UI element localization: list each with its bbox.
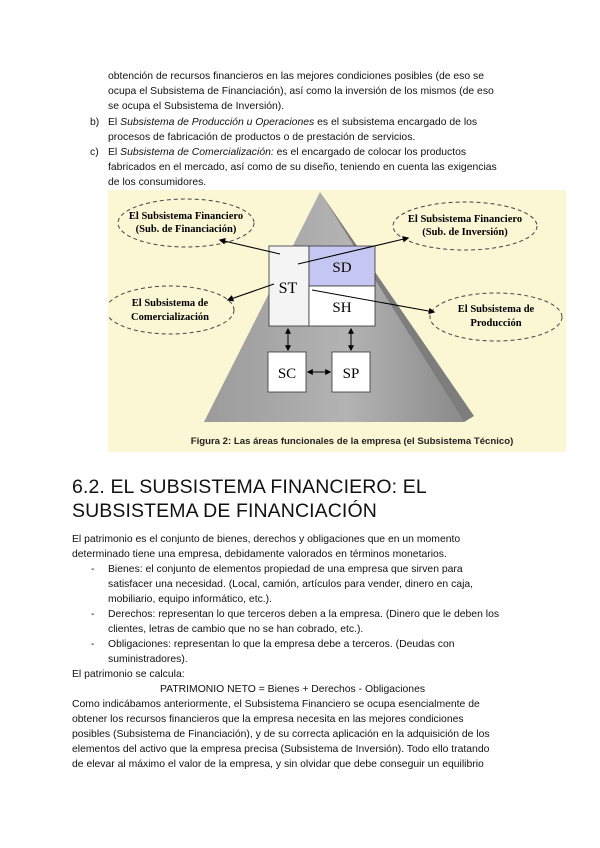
ellipse-comercializacion-line2: Comercialización	[131, 312, 209, 323]
ellipse-comercializacion-line1: El Subsistema de	[131, 298, 209, 309]
ellipse-produccion	[430, 293, 562, 341]
text-line: se ocupa el Subsistema de Inversión).	[108, 101, 285, 112]
list-marker: c)	[90, 147, 99, 158]
ellipse-financiero-line1: El Subsistema Financiero	[128, 211, 244, 222]
list-item-term: Subsistema de Comercialización:	[120, 147, 274, 158]
text-line: clientes, letras de cambio que no se han cobrado, etc.).	[108, 624, 364, 635]
ellipse-inversion-line1: El Subsistema Financiero	[407, 214, 523, 225]
list-item-term: Subsistema de Producción u Operaciones	[120, 117, 315, 128]
box-sd-label: SD	[332, 260, 352, 276]
text-line: obtener los recursos financieros que la empresa necesita en las mejores condiciones	[72, 714, 464, 725]
text-line: satisfacer una necesidad. (Local, camión, artículos para vender, dinero en caja,	[108, 579, 474, 590]
ellipse-inversion-line2: (Sub. de Inversión)	[422, 227, 508, 238]
text-line: ocupa el Subsistema de Financiación), así como la inversión de los mismos (de eso	[108, 86, 494, 97]
bullet-marker: -	[91, 564, 95, 575]
text-line: obtención de recursos financieros en las mejores condiciones posibles (de eso se	[108, 71, 485, 82]
ellipse-financiero-line2: (Sub. de Financiación)	[135, 224, 237, 235]
list-item-prefix: El	[108, 147, 121, 158]
box-sp-label: SP	[342, 366, 360, 382]
list-item-rest: es el subsistema encargado de los	[314, 117, 478, 128]
section-heading-line1: 6.2. EL SUBSISTEMA FINANCIERO: EL	[72, 476, 427, 498]
text-line: determinado tiene una empresa, debidamente valorados en términos monetarios.	[72, 549, 447, 560]
ellipse-inversion	[393, 202, 537, 250]
text-line: Como indicábamos anteriormente, el Subsistema Financiero se ocupa esencialmente de	[72, 699, 480, 710]
text-line: fabricados en el mercado, así como de su diseño, teniendo en cuenta las exigencias	[108, 162, 497, 173]
ellipse-produccion-line2: Producción	[470, 318, 522, 329]
text-line: suministradores).	[108, 654, 188, 665]
section-heading-line2: SUBSISTEMA DE FINANCIACIÓN	[72, 500, 377, 522]
text-line: procesos de fabricación de productos o de prestación de servicios.	[108, 132, 416, 143]
text-line	[108, 146, 466, 161]
text-line: Derechos: representan lo que terceros deben a la empresa. (Dinero que le deben los	[108, 609, 500, 620]
ellipse-financiero	[118, 199, 254, 247]
text-line: posibles (Subsistema de Financiación), y de su correcta aplicación en la adquisición de los	[72, 729, 490, 740]
text-line: de los consumidores.	[108, 177, 207, 188]
text-line: El patrimonio es el conjunto de bienes, derechos y obligaciones que en un momento	[72, 534, 461, 545]
text-line: Bienes: el conjunto de elementos propiedad de una empresa que sirven para	[108, 564, 463, 575]
list-item-prefix: El	[108, 117, 121, 128]
ellipse-comercializacion	[108, 286, 234, 334]
list-item-rest: es el encargado de colocar los productos	[273, 147, 467, 158]
figure-diagram	[108, 190, 566, 452]
figure-caption: Figura 2: Las áreas funcionales de la empresa (el Subsistema Técnico)	[190, 436, 514, 447]
list-marker: b)	[90, 117, 100, 128]
calc-label: El patrimonio se calcula:	[72, 669, 185, 680]
text-line: elementos del activo que la empresa precisa (Subsistema de Inversión). Todo ello tratando	[72, 744, 490, 755]
box-st-label: ST	[278, 280, 298, 297]
formula: PATRIMONIO NETO = Bienes + Derechos - Obligaciones	[160, 684, 426, 695]
bullet-marker: -	[91, 609, 95, 620]
bullet-marker: -	[91, 639, 95, 650]
text-line: de elevar al máximo el valor de la empresa, y sin olvidar que debe conseguir un equilibrio	[72, 759, 484, 770]
box-sc-label: SC	[277, 366, 297, 382]
text-line: mobiliario, equipo informático, etc.).	[108, 594, 273, 605]
box-sh-label: SH	[332, 300, 352, 316]
text-line	[108, 116, 477, 131]
text-line: Obligaciones: representan lo que la empresa debe a terceros. (Deudas con	[108, 639, 455, 650]
ellipse-produccion-line1: El Subsistema de	[457, 304, 535, 315]
